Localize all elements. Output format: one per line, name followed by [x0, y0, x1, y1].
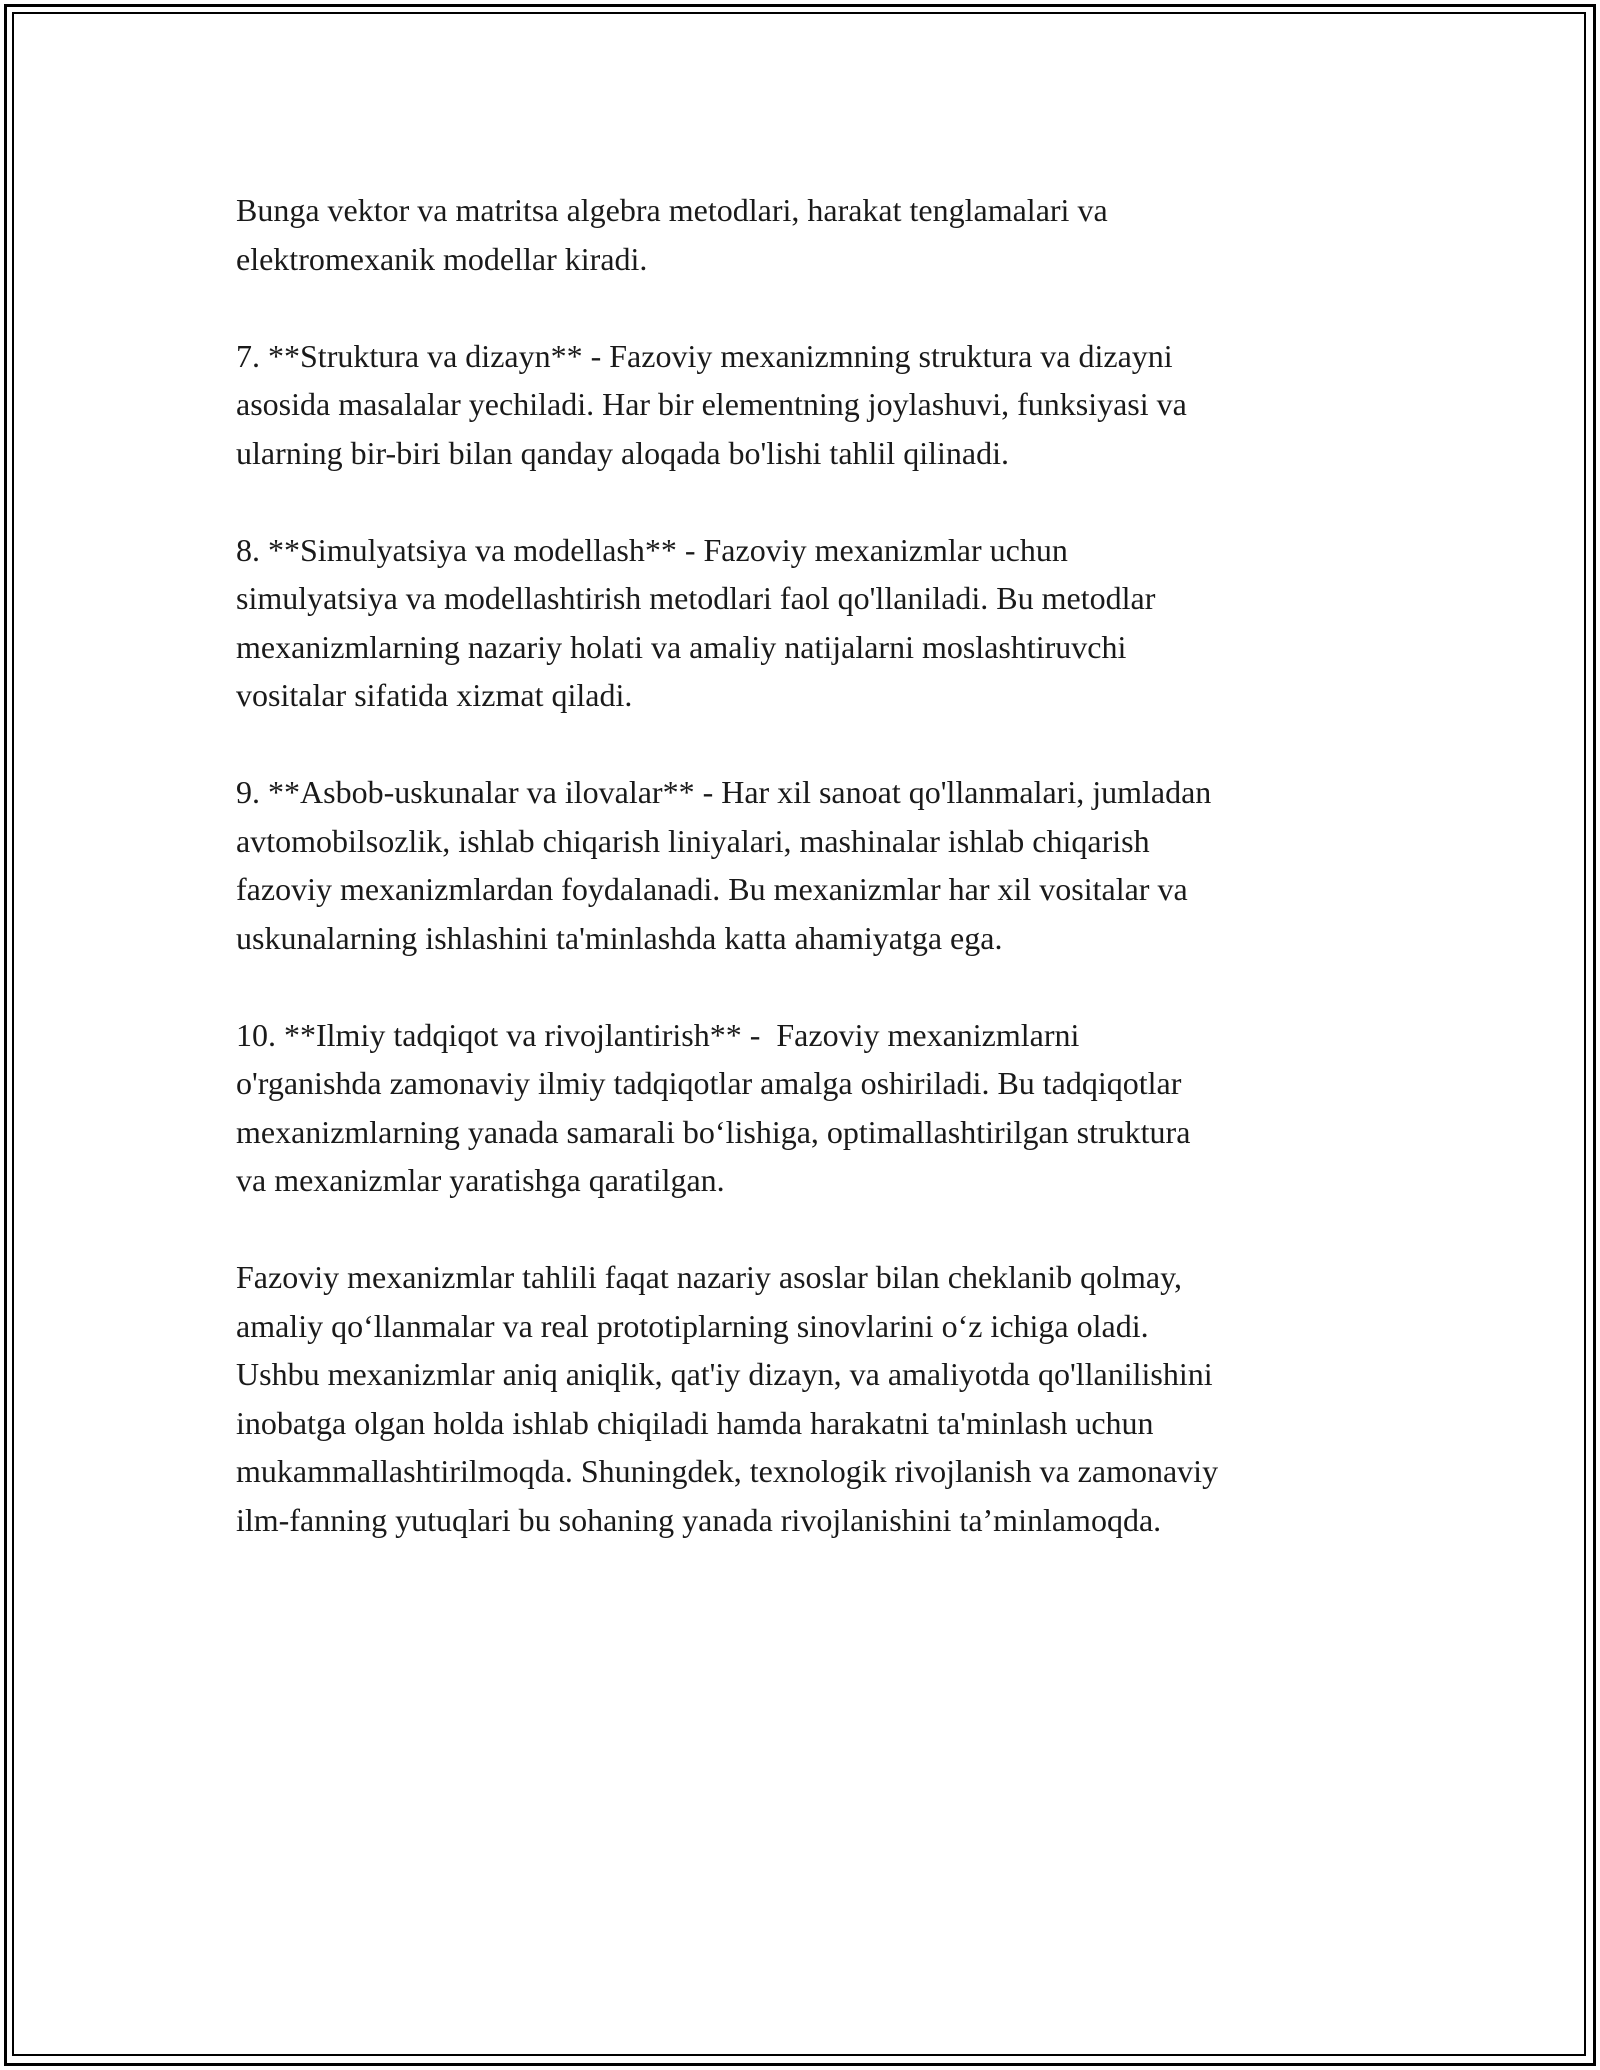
- paragraph-intro: Bunga vektor va matritsa algebra metodlari, harakat tenglamalari va elektromexanik modellar kiradi.: [236, 192, 1108, 277]
- paragraph-item-9: 9. **Asbob-uskunalar va ilovalar** - Har xil sanoat qo'llanmalari, jumladan avtomobilsozlik, ishlab chiqarish liniyalari, mashinalar ishlab chiqarish fazoviy mexanizmlardan foydalanadi. Bu mexanizmlar har xil vositalar va uskunalarning ishlashini ta'minlashda katta ahamiyatga ega.: [236, 774, 1212, 956]
- paragraph-item-8: 8. **Simulyatsiya va modellash** - Fazoviy mexanizmlar uchun simulyatsiya va modellashtirish metodlari faol qo'llaniladi. Bu metodlar mexanizmlarning nazariy holati va amaliy natijalarni moslashtiruvchi vositalar sifatida xizmat qiladi.: [236, 531, 1156, 713]
- document-body: [236, 186, 1376, 1593]
- paragraph-conclusion: Fazoviy mexanizmlar tahlili faqat nazariy asoslar bilan cheklanib qolmay, amaliy qo‘llanmalar va real prototiplarning sinovlarini o‘z ichiga oladi. Ushbu mexanizmlar aniq aniqlik, qat'iy dizayn, va amaliyotda qo'llanilishini inobatga olgan holda ishlab chiqiladi hamda harakatni ta'minlash uchun mukammallashtirilmoqda. Shuningdek, texnologik rivojlanish va zamonaviy ilm-fanning yutuqlari bu sohaning yanada rivojlanishini ta’minlamoqda.: [236, 1259, 1219, 1538]
- paragraph-item-10: 10. **Ilmiy tadqiqot va rivojlantirish** - Fazoviy mexanizmlarni o'rganishda zamonaviy ilmiy tadqiqotlar amalga oshiriladi. Bu tadqiqotlar mexanizmlarning yanada samarali bo‘lishiga, optimallashtirilgan struktura va mexanizmlar yaratishga qaratilgan.: [236, 1016, 1191, 1198]
- paragraph-item-7: 7. **Struktura va dizayn** - Fazoviy mexanizmning struktura va dizayni asosida masalalar yechiladi. Har bir elementning joylashuvi, funksiyasi va ularning bir-biri bilan qanday aloqada bo'lishi tahlil qilinadi.: [236, 337, 1187, 471]
